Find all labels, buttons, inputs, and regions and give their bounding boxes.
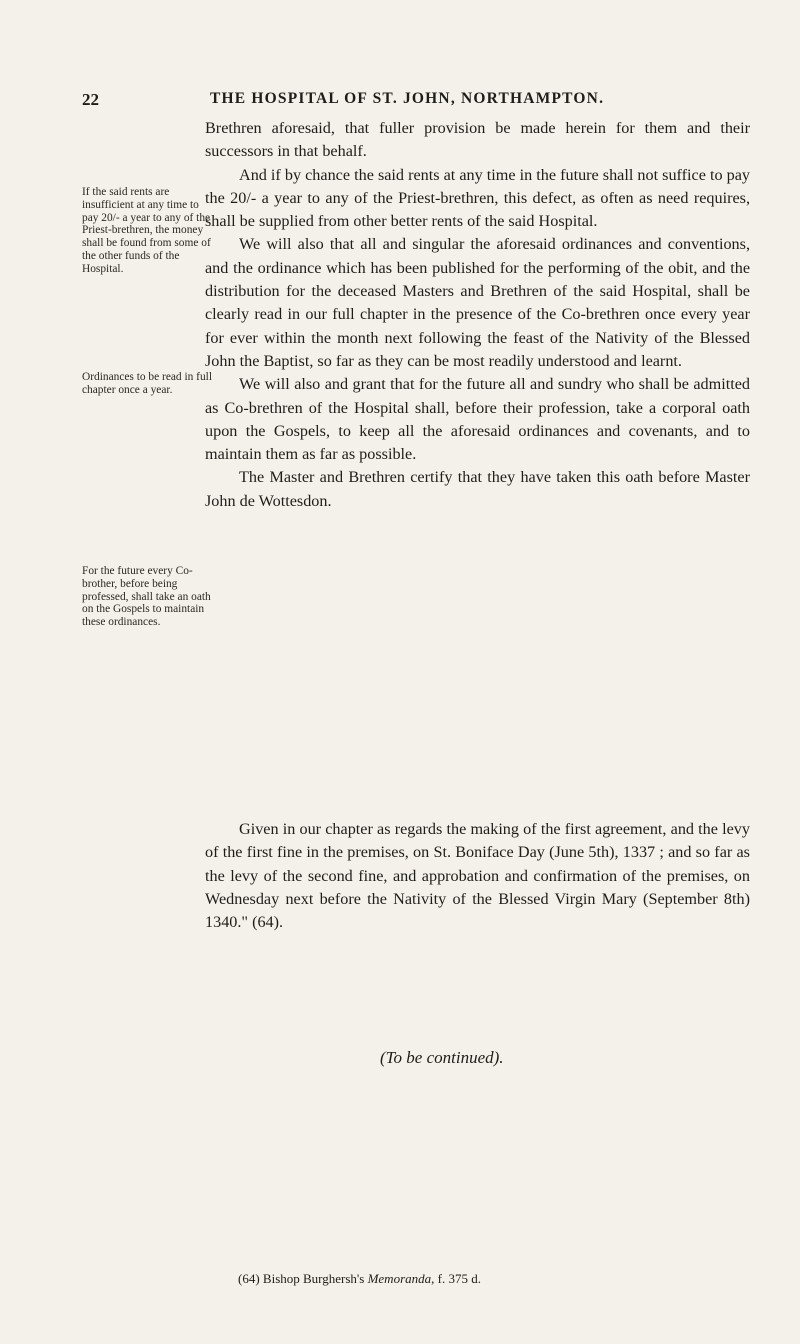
footnote-suffix: , f. 375 d. xyxy=(431,1271,481,1286)
footnote-title: Memoranda xyxy=(367,1271,432,1286)
page-header xyxy=(0,90,800,114)
paragraph: We will also that all and singular the aforesaid ordinances and conventions, and the ordinance which has been published for the performing of the obit, and the distribution for the deceased Masters and Brethren of the said Hospital, shall be clearly read in our full chapter in the presence of the Co-brethren once every year for ever within the month next following the feast of the Nativity of the Blessed John the Baptist, so far as they can be most readily understood and learnt. xyxy=(205,235,750,370)
paragraph: We will also and grant that for the future all and sundry who shall be admitted as Co-brethren of the Hospital shall, before their profession, take a corporal oath upon the Gospels, to keep all the aforesaid ordinances and covenants, and to maintain them as far as possible. xyxy=(205,375,750,464)
margin-note: Ordinances to be read in full chapter once a year. xyxy=(82,371,212,396)
dating-clause: Given in our chapter as regards the making of the first agreement, and the levy of the first fine in the premises, on St. Boniface Day (June 5th), 1337 ; and so far as the levy of the second fine, and approbation and confirmation of the premises, on Wednesday next before the Nativity of the Blessed Virgin Mary (September 8th) 1340." (64). xyxy=(205,820,750,932)
main-text xyxy=(205,117,750,513)
paragraph: Brethren aforesaid, that fuller provision be made herein for them and their successors in that behalf. xyxy=(205,119,750,161)
footnote-prefix: (64) Bishop Burghersh's xyxy=(238,1271,365,1286)
paragraph: The Master and Brethren certify that they have taken this oath before Master John de Wottesdon. xyxy=(205,468,750,510)
margin-note: For the future every Co-brother, before being professed, shall take an oath on the Gospels to maintain these ordinances. xyxy=(82,565,211,629)
continued-note: (To be continued). xyxy=(380,1048,504,1067)
paragraph: And if by chance the said rents at any time in the future shall not suffice to pay the 20/- a year to any of the Priest-brethren, this defect, as often as need requires, shall be supplied from other better rents of the said Hospital. xyxy=(205,165,750,231)
margin-note: If the said rents are insufficient at any time to pay 20/- a year to any of the Priest-brethren, the money shall be found from some of the other funds of the Hospital. xyxy=(82,186,211,275)
page-number: 22 xyxy=(82,90,99,109)
footnote xyxy=(238,1271,481,1287)
running-head: THE HOSPITAL OF ST. JOHN, NORTHAMPTON. xyxy=(210,90,605,107)
